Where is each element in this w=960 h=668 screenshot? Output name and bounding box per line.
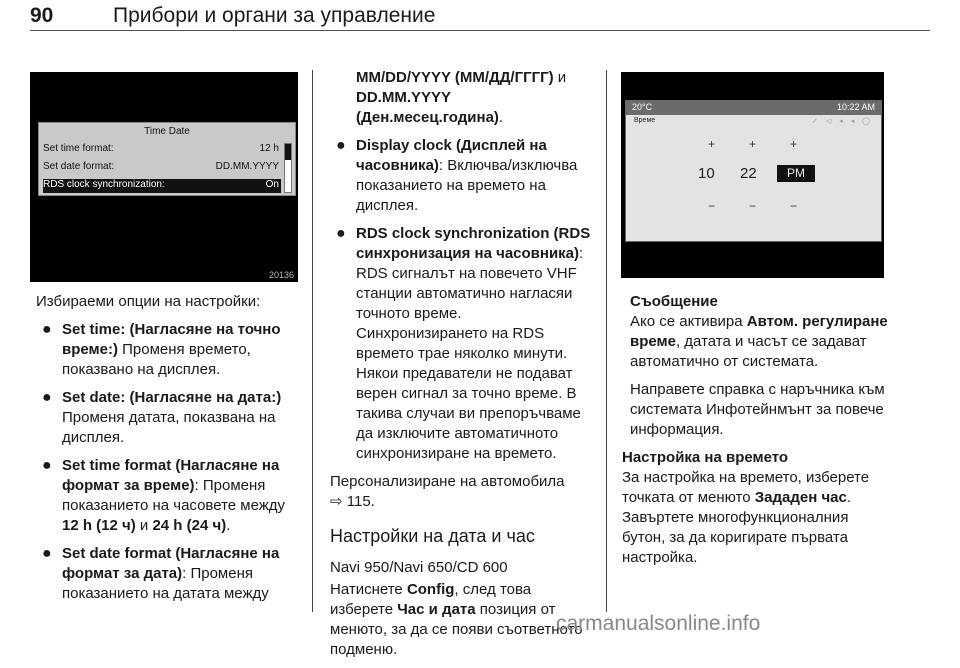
column-3 [622,292,890,576]
txt: За настройка на времето, изберете точката от менюто [622,469,870,506]
page-header [30,4,436,28]
column-divider-1 [312,70,313,612]
page-title: Прибори и органи за управление [113,4,436,27]
list-item-display-clock [330,136,594,216]
value-12h: 12 h (12 ч) [62,517,136,534]
status-icons: ✓ ◁ ◂ ◂ ◯ [812,118,873,125]
conj: и [553,69,567,86]
menu-row-set-time-format[interactable] [43,143,281,157]
term: Set time: (Нагласяне на точно време:) [62,321,281,358]
scroll-thumb[interactable] [285,144,291,160]
header-rule [30,30,930,31]
arrow-icon: ⇨ [330,493,343,510]
rds-desc-1: RDS сигналът на повечето VHF станции автоматично нагласяи точното време. [356,265,577,322]
menu-row-rds-clock-sync[interactable] [43,179,281,193]
term: Set date: (Нагласяне на дата:) [62,389,282,406]
txt: . Завъртете многофункционалния бутон, за да коригирате първата настройка. [622,489,852,566]
personalization-ref [330,472,594,512]
punct: . [498,109,504,126]
menu-row-set-date-format[interactable] [43,161,281,175]
note-title: Съобщение [630,293,718,310]
menu-scrollbar[interactable] [284,143,292,193]
ref-text: Персонализиране на автомобила [330,473,565,490]
time-date-screen-figure [30,72,298,282]
bullet-icon: ● [42,389,52,406]
desc: Променя датата, показвана на дисплея. [62,409,276,446]
value-24h: 24 h (24 ч) [152,517,227,534]
note-text [630,312,890,372]
set-time-term: Зададен час [754,489,847,506]
bullet-icon: ● [336,137,346,154]
options-intro: Избираеми опции на настройки: [36,293,261,310]
ref-page-link[interactable]: 115. [346,493,375,510]
time-date-menu-panel [38,122,296,196]
time-date-term: Час и дата [397,601,476,618]
conj: и [135,517,153,534]
clock: 10:22 AM [836,102,875,112]
bullet-icon: ● [42,545,52,562]
subheading-time-setting: Настройка на времето [622,449,789,466]
txt: , след това изберете [330,581,532,618]
screen-label: Време [634,117,656,124]
list-item-rds-sync [330,224,594,464]
hour-value: 10 [698,165,715,182]
config-term: Config [406,581,455,598]
minute-value: 22 [740,165,757,182]
term: RDS clock synchronization (RDS синхронизация на часовника) [356,225,591,262]
figure-code: 20136 [268,270,294,280]
page-number: 90 [30,4,54,27]
ampm-minus-button[interactable]: − [790,199,798,213]
desc: : Променя показанието на часовете между [62,477,286,514]
status-bar [626,101,881,115]
menu-title: Time Date [144,126,190,137]
hour-plus-button[interactable]: + [708,137,716,151]
list-item-set-time [36,320,298,380]
txt: Натиснете [330,581,407,598]
infotainment-screen [625,100,882,242]
watermark: carmanualsonline.info [556,612,761,635]
date-format-continuation [330,68,594,128]
row-label: Set date format: [43,161,115,172]
txt: Ако се активира [630,313,747,330]
temperature: 20°C [632,102,653,112]
desc: Променя времето, показвано на дисплея. [62,341,251,378]
minute-minus-button[interactable]: − [749,199,757,213]
time-setting-screen-figure [621,72,884,278]
desc: : Променя показанието на датата между [62,565,269,602]
list-item-date-format [36,544,298,604]
row-label: Set time format: [43,143,114,154]
txt: позиция от менюто, за да се появи съответното подменю. [330,601,583,658]
row-value: DD.MM.YYYY [215,161,279,172]
hour-minus-button[interactable]: − [708,199,716,213]
rds-desc-2: Синхронизирането на RDS времето трае няколко минути. Някои предаватели не подават верен сигнал за точно време. В такива случаи ви препоръчваме да изключите автоматичното синхронизиране на времето. [356,325,581,462]
time-setting-instructions [622,468,890,568]
row-value: On [265,179,279,190]
row-label: RDS clock synchronization: [43,179,165,190]
bullet-icon: ● [42,321,52,338]
bullet-icon: ● [336,225,346,242]
punct: : [579,245,584,262]
desc: : Включва/изключва показанието на времето на дисплея. [356,157,578,214]
note-box [622,292,890,440]
term: Set time format (Нагласяне на формат за време) [62,457,280,494]
column-1 [36,292,298,612]
row-value: 12 h [259,143,279,154]
term: Display clock (Дисплей на часовника) [356,137,547,174]
note-reference: Направете справка с наръчника към системата Инфотейнмънт за повече информация. [630,381,885,438]
format-dmy: DD.MM.YYYY (Ден.месец.година) [356,89,499,126]
list-item-time-format [36,456,298,536]
ampm-plus-button[interactable]: + [790,137,798,151]
column-2 [330,68,594,668]
bullet-icon: ● [42,457,52,474]
section-heading: Настройки на дата и час [330,526,535,546]
format-mdy: MM/DD/YYYY (ММ/ДД/ГГГГ) [356,69,554,86]
term: Set date format (Нагласяне на формат за дата) [62,545,280,582]
minute-plus-button[interactable]: + [749,137,757,151]
subheading-models: Navi 950/Navi 650/CD 600 [330,559,508,576]
auto-time-term: Автом. регулиране време [630,313,888,350]
txt: , датата и часът се задават автоматично от системата. [630,333,867,370]
column-divider-2 [606,70,607,612]
instructions [330,580,594,660]
list-item-set-date [36,388,298,448]
punct: . [226,517,231,534]
ampm-value: PM [777,165,815,182]
